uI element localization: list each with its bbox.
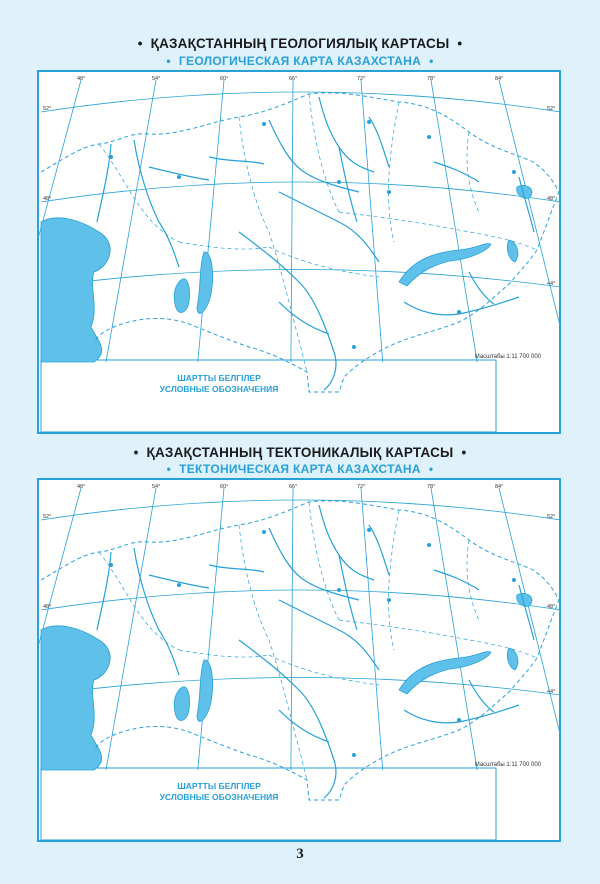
meridian-line [431,488,477,770]
aral-sea-east [197,660,213,722]
parallel-label: 48° [43,604,52,610]
lake-balkhash [399,244,491,286]
parallel-label: 52° [43,514,52,520]
river [369,117,389,167]
parallel-line [41,92,561,112]
city-marker [427,135,431,139]
city-marker [177,583,181,587]
lake-alakol [507,240,517,262]
map-title-kazakh: • ҚАЗАҚСТАННЫҢ ТЕКТОНИКАЛЫҚ КАРТАСЫ • [133,445,467,460]
river [134,548,179,675]
meridian-line [291,80,293,362]
legend-title: ШАРТТЫ БЕЛГІЛЕР УСЛОВНЫЕ ОБОЗНАЧЕНИЯ [159,781,279,802]
state-border [41,501,559,800]
city-marker [367,120,371,124]
region-border [309,502,339,620]
river [369,525,389,575]
parallel-label: 44° [547,281,556,287]
region-border [389,510,399,650]
parallel-label: 52° [547,514,556,520]
lake-alakol [507,648,517,670]
aral-sea [174,279,189,313]
caspian-sea [41,626,110,770]
meridian-line [106,488,156,770]
river [97,552,111,630]
meridian-label: 78° [427,76,436,82]
parallel-label: 48° [547,196,556,202]
city-marker [367,528,371,532]
city-marker [457,310,461,314]
city-marker [109,155,113,159]
region-border [269,247,379,277]
river [519,585,534,640]
region-border [269,655,379,685]
meridian-line [291,488,293,770]
city-marker [337,588,341,592]
region-border [467,132,479,212]
caspian-sea [41,218,110,362]
legend-box [41,360,496,432]
city-marker [352,753,356,757]
river [279,192,379,262]
meridian-label: 84° [495,484,504,490]
region-border [309,94,339,212]
meridian-label: 60° [220,76,229,82]
river [404,705,519,723]
river [319,97,374,172]
river [134,140,179,267]
parallel-label: 52° [43,106,52,112]
meridian-label: 66° [289,76,298,82]
city-marker [427,543,431,547]
river [209,565,264,572]
city-marker [262,122,266,126]
map-scale: Масштабы 1:11 700 000 [474,762,541,768]
legend-title: ШАРТТЫ БЕЛГІЛЕР УСЛОВНЫЕ ОБОЗНАЧЕНИЯ [159,373,279,394]
river [97,144,111,222]
page-number: 3 [296,846,304,862]
map-title-russian: • ТЕКТОНИЧЕСКАЯ КАРТА КАЗАХСТАНА • [166,462,434,476]
parallel-label: 52° [547,106,556,112]
map-scale: Масштабы 1:11 700 000 [474,354,541,360]
meridian-label: 84° [495,76,504,82]
city-marker [262,530,266,534]
meridian-line [431,80,477,362]
city-marker [352,345,356,349]
map-title-russian: • ГЕОЛОГИЧЕСКАЯ КАРТА КАЗАХСТАНА • [166,54,434,68]
meridian-label: 48° [77,484,86,490]
meridian-line [198,80,224,362]
lake-balkhash [399,652,491,694]
river [434,162,479,182]
meridian-line [499,80,561,362]
river [319,505,374,580]
parallel-label: 44° [547,689,556,695]
map-title-kazakh: • ҚАЗАҚСТАННЫҢ ГЕОЛОГИЯЛЫҚ КАРТАСЫ • [137,36,463,51]
region-border [467,540,479,620]
region-border [179,650,269,657]
meridian-label: 54° [152,76,161,82]
river [279,600,379,670]
city-marker [109,563,113,567]
parallel-line [41,590,561,610]
parallel-label: 48° [43,196,52,202]
city-marker [512,170,516,174]
meridian-line [499,488,561,770]
tectonic-map [37,478,561,842]
meridian-line [106,80,156,362]
river [434,570,479,590]
parallel-line [41,500,561,520]
city-marker [177,175,181,179]
legend-box [41,768,496,840]
region-border [239,117,307,372]
meridian-label: 48° [77,76,86,82]
meridian-label: 60° [220,484,229,490]
city-marker [387,598,391,602]
city-marker [387,190,391,194]
river [519,177,534,232]
region-border [179,242,269,249]
parallel-line [41,182,561,202]
aral-sea-east [197,252,213,314]
contour-map-tectonic [39,480,561,842]
river [209,157,264,164]
region-border [239,525,307,780]
city-marker [512,578,516,582]
meridian-label: 78° [427,484,436,490]
parallel-label: 48° [547,604,556,610]
meridian-label: 54° [152,484,161,490]
city-marker [457,718,461,722]
aral-sea [174,687,189,721]
meridian-line [198,488,224,770]
contour-map-geological [39,72,561,434]
river [404,297,519,315]
meridian-label: 66° [289,484,298,490]
region-border [389,102,399,242]
state-border [41,93,559,392]
city-marker [337,180,341,184]
geological-map [37,70,561,434]
meridian-label: 72° [357,76,366,82]
meridian-label: 72° [357,484,366,490]
